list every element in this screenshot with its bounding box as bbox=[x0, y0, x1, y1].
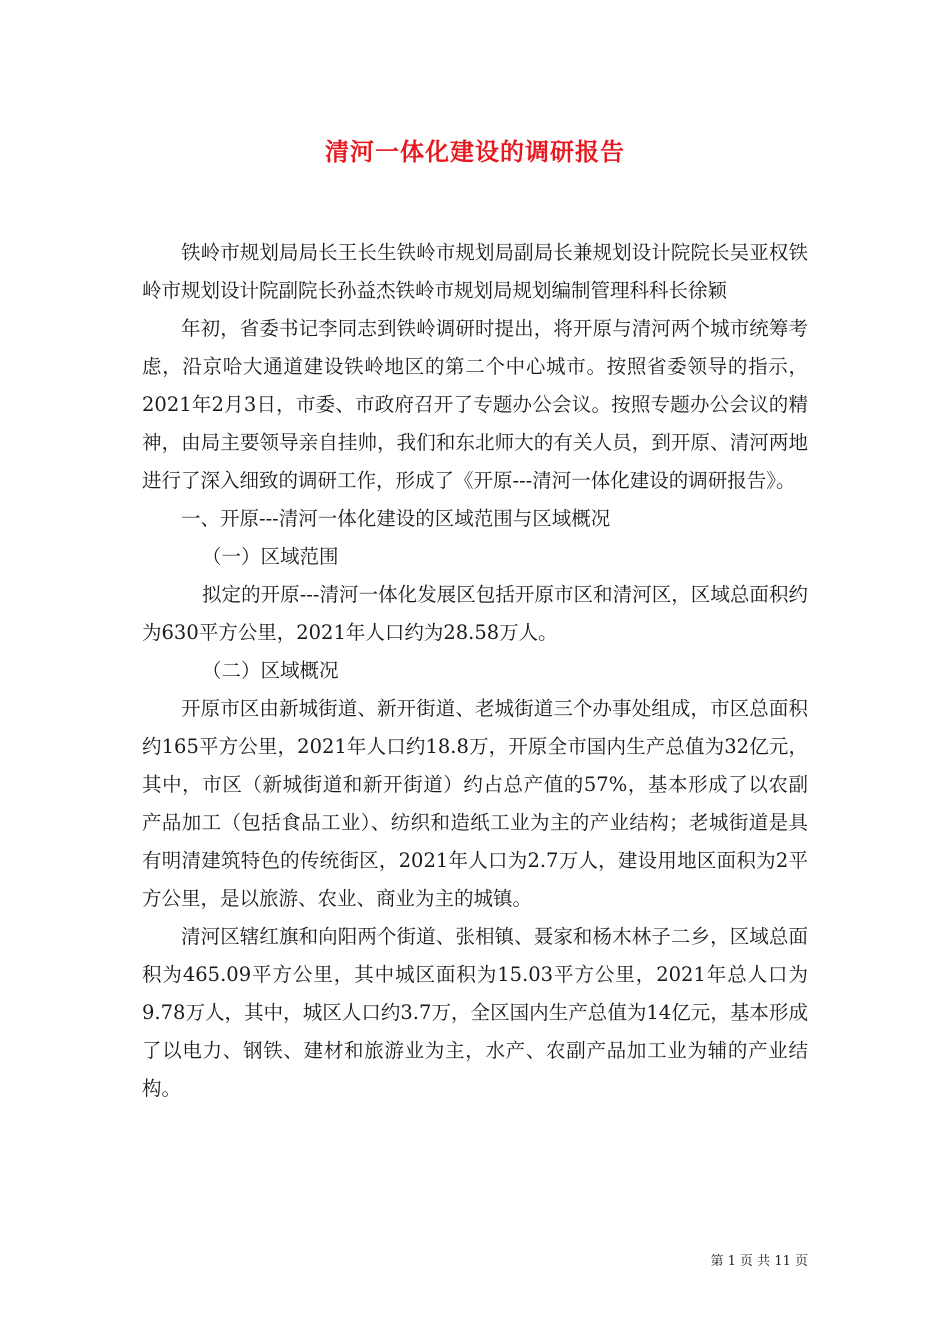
subsection-heading-1: （一）区域范围 bbox=[202, 545, 339, 568]
section-heading-1: 一、开原---清河一体化建设的区域范围与区域概况 bbox=[181, 507, 611, 530]
page-number-label: 第 1 页 共 11 页 bbox=[710, 1254, 808, 1269]
document-title: 清河一体化建设的调研报告 bbox=[325, 138, 625, 166]
document-body bbox=[142, 234, 808, 1108]
subsection-heading-2: （二）区域概况 bbox=[202, 659, 339, 682]
intro-paragraph: 年初，省委书记李同志到铁岭调研时提出，将开原与清河两个城市统筹考虑，沿京哈大通道建设铁岭地区的第二个中心城市。按照省委领导的指示，2021年2月3日，市委、市政府召开了专题办公会议。按照专题办公会议的精神，由局主要领导亲自挂帅，我们和东北师大的有关人员，到开原、清河两地进行了深入细致的调研工作，形成了《开原---清河一体化建设的调研报告》。 bbox=[142, 317, 808, 492]
region-scope-paragraph: 拟定的开原---清河一体化发展区包括开原市区和清河区，区域总面积约为630平方公里，2021年人口约为28.58万人。 bbox=[142, 583, 808, 644]
qinghe-overview-paragraph: 清河区辖红旗和向阳两个街道、张相镇、聂家和杨木林子二乡，区域总面积为465.09平方公里，其中城区面积为15.03平方公里，2021年总人口为9.78万人，其中，城区人口约3.7万，全区国内生产总值为14亿元，基本形成了以电力、钢铁、建材和旅游业为主，水产、农副产品加工业为辅的产业结构。 bbox=[142, 925, 808, 1100]
authors-paragraph: 铁岭市规划局局长王长生铁岭市规划局副局长兼规划设计院院长吴亚权铁岭市规划设计院副院长孙益杰铁岭市规划局规划编制管理科科长徐颖 bbox=[142, 241, 808, 302]
kaiyuan-overview-paragraph: 开原市区由新城街道、新开街道、老城街道三个办事处组成，市区总面积约165平方公里，2021年人口约18.8万，开原全市国内生产总值为32亿元，其中，市区（新城街道和新开街道）约占总产值的57%，基本形成了以农副产品加工（包括食品工业）、纺织和造纸工业为主的产业结构；老城街道是具有明清建筑特色的传统街区，2021年人口为2.7万人，建设用地区面积为2平方公里，是以旅游、农业、商业为主的城镇。 bbox=[142, 697, 808, 910]
page-number-footer bbox=[0, 1250, 808, 1269]
